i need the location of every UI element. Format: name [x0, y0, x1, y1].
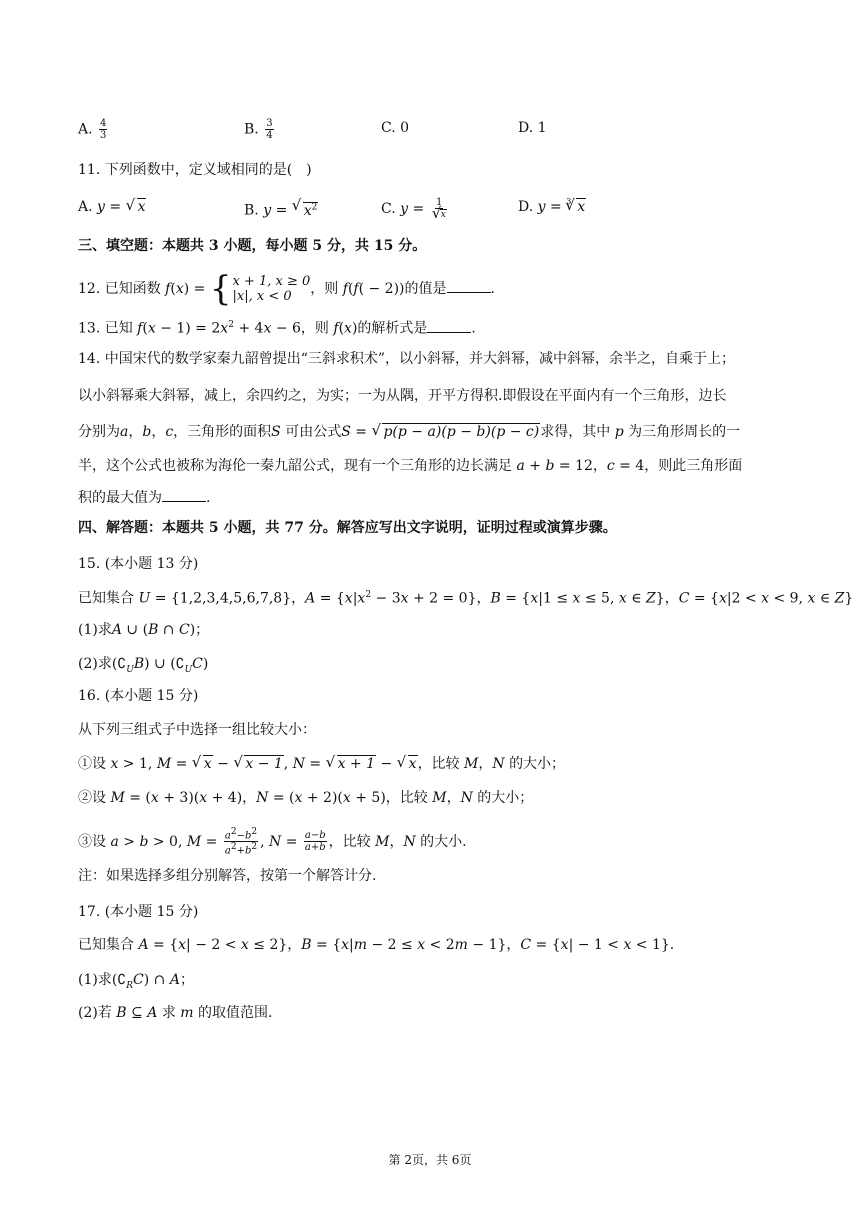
q17-stem: 已知集合 A = {x| − 2 < x ≤ 2}，B = {x|m − 2 ≤ x < 2m − 1}，C = {x| − 1 < x < 1}. — [78, 937, 675, 953]
q11-option-d: D. y = $^3$√ x — [518, 197, 586, 219]
q16-option-2: ②设 M = (x + 3)(x + 4)，N = (x + 2)(x + 5)，比较 M，N 的大小； — [78, 790, 534, 806]
fraction: $\frac{3}{4}$ — [266, 118, 273, 141]
q11-option-b: B. y = √ $x^2$ — [244, 197, 318, 221]
answer-blank — [162, 487, 206, 502]
page-footer: 第 2页，共 6页 — [388, 1153, 472, 1167]
section-4-heading: 四、解答题：本题共 5 小题，共 77 分。解答应写出文字说明，证明过程或演算步骤。 — [78, 520, 617, 536]
q10-option-d: D. 1 — [518, 120, 547, 136]
heron-formula: √ p(p − a)(p − b)(p − c) — [371, 422, 540, 442]
answer-blank — [447, 278, 491, 293]
q17-heading: 17. (本小题 15 分) — [78, 904, 199, 920]
q11-option-c: C. y = 1 √ x — [381, 197, 450, 221]
fraction: $\frac{4}{3}$ — [100, 118, 107, 141]
q12: 12. 已知函数 f(x) = { x + 1, x ≥ 0 |x|, x < 0 ，则 f(f( − 2))的值是 . — [78, 269, 495, 309]
q14-line-4: 半，这个公式也被称为海伦一秦九韶公式，现有一个三角形的边长满足 a + b = 12，c = 4，则此三角形面 — [78, 458, 743, 474]
q14-line-5: 积的最大值为 . — [78, 487, 210, 508]
q10-option-a: A. $\frac{4}{3}$ — [78, 118, 107, 141]
q15-heading: 15. (本小题 13 分) — [78, 556, 199, 572]
q14-line-3: 分别为a，b，c，三角形的面积S 可由公式S = √ p(p − a)(p − b)(p − c)求得，其中 p 为三角形周长的一 — [78, 422, 740, 442]
q14-line-1: 14. 中国宋代的数学家秦九韶曾提出“三斜求积术”，以小斜幂，并大斜幂，减中斜幂，余半之，自乘于上； — [78, 351, 736, 367]
q10-option-b: B. $\frac{3}{4}$ — [244, 118, 273, 141]
q16-stem: 从下列三组式子中选择一组比较大小： — [78, 722, 316, 738]
q16-heading: 16. (本小题 15 分) — [78, 688, 199, 704]
q17-part-2: (2)若 B ⊆ A 求 m 的取值范围. — [78, 1005, 273, 1021]
q15-stem: 已知集合 U = {1,2,3,4,5,6,7,8}，$A = \{x|x^2 - 3x + 2 = 0\}$，B = {x|1 ≤ x ≤ 5, x ∈ Z}，C = {x|2 < x < 9, x ∈ Z} — [78, 590, 854, 607]
q15-part-2: (2)求$(∁_UB)$ ∪ $(∁_UC)$ — [78, 656, 209, 675]
section-3-heading: 三、填空题：本题共 3 小题，每小题 5 分，共 15 分。 — [78, 238, 427, 254]
q10-option-c: C. 0 — [381, 120, 410, 136]
q11-option-a: A. y = √ x — [78, 197, 146, 217]
q14-line-2: 以小斜幂乘大斜幂，减上，余四约之，为实；一为从隅，开平方得积.即假设在平面内有一个三角形，边长 — [78, 388, 727, 404]
q16-option-3: ③设 a > b > 0, M = $\frac{a^2-b^2}{a^2+b^2}$ , N = $\frac{a-b}{a+b}$ ，比较 M，N 的大小. — [78, 827, 467, 857]
answer-blank — [427, 318, 471, 333]
q17-part-1: (1)求$(∁_RC)$ ∩ A； — [78, 972, 194, 991]
q11-stem: 11. 下列函数中，定义域相同的是( ) — [78, 162, 312, 178]
q16-option-1: ①设 x > 1, M = √ x − √ x − 1, N = √ x + 1 − √ x，比较 M，N 的大小； — [78, 754, 565, 774]
q16-note: 注：如果选择多组分别解答，按第一个解答计分. — [78, 868, 377, 884]
piecewise-function: { x + 1, x ≥ 0 |x|, x < 0 — [209, 269, 311, 309]
q15-part-1: (1)求A ∪ (B ∩ C)； — [78, 622, 210, 638]
q13: 13. 已知 $f(x - 1) = 2x^2 + 4x - 6$，则 f(x)的解析式是 . — [78, 315, 476, 339]
